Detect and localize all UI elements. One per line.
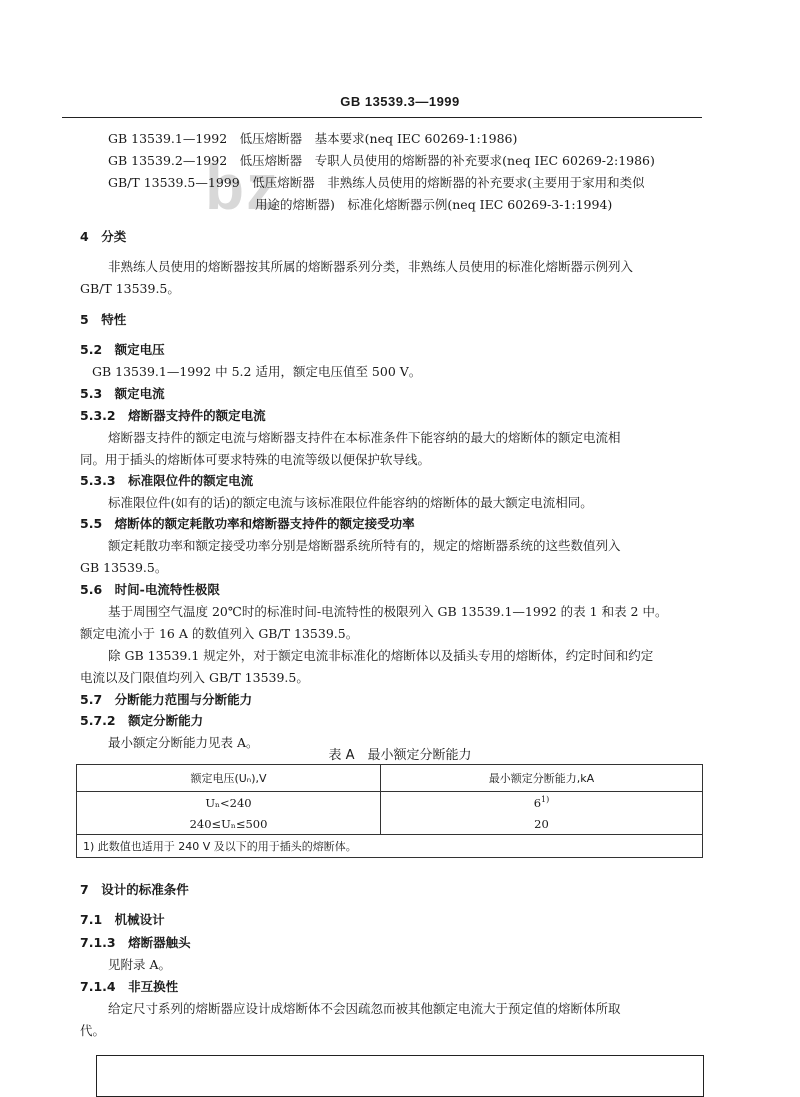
section-5-3-3-title: 5.3.3 标准限位件的额定电流	[80, 473, 254, 488]
section-4-text-2: GB/T 13539.5。	[80, 281, 180, 296]
section-5-3-2-title: 5.3.2 熔断器支持件的额定电流	[80, 408, 266, 423]
section-7-title: 7 设计的标准条件	[80, 882, 189, 897]
section-5-3-2-text-2: 同。用于插头的熔断体可要求特殊的电流等级以便保护软导线。	[80, 452, 431, 467]
table-cell-voltage: 240≤Uₙ≤500	[77, 813, 381, 835]
section-5-6-title: 5.6 时间-电流特性极限	[80, 582, 220, 597]
section-5-2-text: GB 13539.1—1992 中 5.2 适用，额定电压值至 500 V。	[92, 364, 422, 379]
section-5-title: 5 特性	[80, 312, 127, 327]
section-5-2-title: 5.2 额定电压	[80, 342, 165, 357]
table-a	[76, 764, 703, 858]
watermark: bz	[205, 151, 281, 223]
section-4-title: 4 分类	[80, 229, 127, 244]
table-row	[77, 792, 703, 814]
section-5-3-title: 5.3 额定电流	[80, 386, 165, 401]
table-cell-capacity-value: 6	[533, 795, 542, 810]
section-7-1-4-text-2: 代。	[80, 1023, 106, 1038]
section-7-1-4-text-1: 给定尺寸系列的熔断器应设计成熔断体不会因疏忽而被其他额定电流大于预定值的熔断体所取	[108, 1001, 621, 1016]
page-header: GB 13539.3—1999	[340, 94, 460, 109]
table-a-footnote: 1) 此数值也适用于 240 V 及以下的用于插头的熔断体。	[77, 835, 703, 858]
reference-3-cont: 用途的熔断器) 标准化熔断器示例(neq IEC 60269-3-1:1994)	[255, 197, 613, 212]
reference-3: GB/T 13539.5—1999 低压熔断器 非熟练人员使用的熔断器的补充要求(主要用于家用和类似	[108, 175, 645, 190]
table-row	[77, 813, 703, 835]
table-a-header-capacity: 最小额定分断能力,kA	[381, 765, 703, 792]
table-a-caption: 表 A 最小额定分断能力	[328, 748, 472, 763]
section-5-3-2-text-1: 熔断器支持件的额定电流与熔断器支持件在本标准条件下能容纳的最大的熔断体的额定电流相	[108, 430, 621, 445]
table-cell-capacity	[381, 813, 703, 835]
section-5-6-text-1: 基于周围空气温度 20℃时的标准时间-电流特性的极限列入 GB 13539.1—1992 的表 1 和表 2 中。	[108, 604, 668, 619]
section-7-1-4-title: 7.1.4 非互换性	[80, 979, 179, 994]
footnote-marker: 1)	[541, 795, 550, 805]
table-cell-voltage: Uₙ<240	[77, 792, 381, 814]
section-5-7-2-text: 最小额定分断能力见表 A。	[108, 735, 259, 750]
section-5-5-text-1: 额定耗散功率和额定接受功率分别是熔断器系统所特有的，规定的熔断器系统的这些数值列入	[108, 538, 621, 553]
section-5-7-title: 5.7 分断能力范围与分断能力	[80, 692, 253, 707]
section-5-6-text-3: 除 GB 13539.1 规定外，对于额定电流非标准化的熔断体以及插头专用的熔断体，约定时间和约定	[108, 648, 654, 663]
section-5-7-2-title: 5.7.2 额定分断能力	[80, 713, 204, 728]
section-5-6-text-2: 额定电流小于 16 A 的数值列入 GB/T 13539.5。	[80, 626, 359, 641]
section-7-1-3-title: 7.1.3 熔断器触头	[80, 935, 191, 950]
table-a-header-voltage: 额定电压(Uₙ),V	[77, 765, 381, 792]
section-5-6-text-4: 电流以及门限值均列入 GB/T 13539.5。	[80, 670, 309, 685]
table-cell-capacity-value: 20	[534, 816, 549, 831]
section-7-1-3-text: 见附录 A。	[108, 957, 172, 972]
section-5-5-text-2: GB 13539.5。	[80, 560, 168, 575]
bottom-box-frame	[96, 1055, 704, 1097]
section-7-1-title: 7.1 机械设计	[80, 912, 165, 927]
header-rule	[62, 117, 702, 118]
section-5-3-3-text: 标准限位件(如有的话)的额定电流与该标准限位件能容纳的熔断体的最大额定电流相同。	[108, 495, 593, 510]
table-cell-capacity	[381, 792, 703, 814]
section-4-text-1: 非熟练人员使用的熔断器按其所属的熔断器系列分类，非熟练人员使用的标准化熔断器示例列入	[108, 259, 634, 274]
section-5-5-title: 5.5 熔断体的额定耗散功率和熔断器支持件的额定接受功率	[80, 516, 415, 531]
reference-2: GB 13539.2—1992 低压熔断器 专职人员使用的熔断器的补充要求(neq IEC 60269-2:1986)	[108, 153, 655, 168]
reference-1: GB 13539.1—1992 低压熔断器 基本要求(neq IEC 60269-1:1986)	[108, 131, 518, 146]
